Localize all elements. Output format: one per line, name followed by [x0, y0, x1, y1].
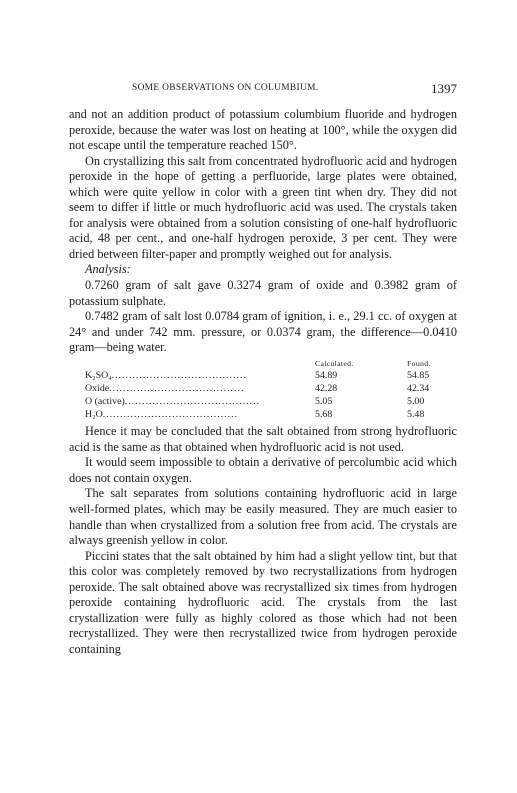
- analysis-label: Analysis:: [85, 262, 131, 277]
- row-name: O (active): [85, 395, 125, 407]
- paragraph-5: Hence it may be concluded that the salt obtained from strong hydrofluoric acid is the same as that obtained when hydrofluoric acid is not used.: [69, 424, 457, 454]
- dot-leader: .......................................: [124, 395, 261, 407]
- page-number: 1397: [431, 81, 457, 96]
- row-found: 54.85: [407, 370, 430, 382]
- row-name-cell: [85, 396, 315, 409]
- row-found: 5.48: [407, 408, 425, 420]
- paragraph-2: On crystallizing this salt from concentrated hydrofluoric acid and hydrogen peroxide in the hope of getting a perfluoride, large plates were obtained, which were quite yellow in color with a green tint when dry. They did not seem to differ if little or much hydrofluoric acid was used. The crystals taken for analysis were obtained from a solution consisting of one-half hydrofluoric acid, 48 per cent., and one-half hydrogen peroxide, 3 per cent. They were dried between filter-paper and promptly weighed out for analysis.: [69, 153, 457, 261]
- paragraph-1: and not an addition product of potassium columbium fluoride and hydrogen peroxide, because the water was lost on heating at 100°, while the oxygen did not escape until the temperature reached 150°.: [69, 107, 457, 153]
- page-header: [100, 83, 457, 97]
- row-name: Oxide: [85, 383, 110, 395]
- dot-leader: .......................................: [109, 383, 245, 395]
- row-name-cell: [85, 383, 315, 396]
- table-row: [85, 370, 447, 383]
- row-name-cell: [85, 409, 315, 422]
- row-calculated: 42.28: [315, 383, 338, 395]
- dot-leader: .......................................: [111, 370, 247, 382]
- paragraph-3: 0.7260 gram of salt gave 0.3274 gram of oxide and 0.3982 gram of potassium sulphate.: [69, 278, 457, 308]
- table-header-row: [85, 358, 447, 371]
- dot-leader: .......................................: [102, 408, 238, 420]
- row-name-cell: [85, 370, 315, 383]
- paragraph-6: It would seem impossible to obtain a derivative of percolumbic acid which does not contain oxygen.: [69, 455, 457, 485]
- row-found: 5.00: [407, 395, 425, 407]
- table-row: [85, 383, 447, 396]
- row-calculated: 5.68: [315, 408, 333, 420]
- row-name: H₂O: [85, 408, 103, 420]
- row-calculated: 5.05: [315, 395, 333, 407]
- row-name: K₂SO₄: [85, 370, 112, 382]
- row-found: 42.34: [407, 383, 430, 395]
- paragraph-7: The salt separates from solutions containing hydrofluoric acid in large well-formed plates, which may be easily measured. They are much easier to handle than when crystallized from a solution free from acid. The crystals are always greenish yellow in color.: [69, 486, 457, 548]
- analysis-table: [85, 358, 447, 422]
- table-header-blank: [85, 358, 315, 371]
- table-row: [85, 409, 447, 422]
- table-header-calculated: Calculated.: [315, 358, 354, 368]
- table-row: [85, 396, 447, 409]
- running-head: SOME OBSERVATIONS ON COLUMBIUM.: [132, 83, 319, 93]
- paragraph-4: 0.7482 gram of salt lost 0.0784 gram of ignition, i. e., 29.1 cc. of oxygen at 24° and under 742 mm. pressure, or 0.0374 gram, the difference—0.0410 gram—being water.: [69, 309, 457, 355]
- paragraph-8: Piccini states that the salt obtained by him had a slight yellow tint, but that this color was completely removed by two recrystallizations from hydrogen peroxide. The salt obtained above was recrystallized six times from hydrogen peroxide containing hydrofluoric acid. The crystals from the last crystallization were fully as highly colored as those which had not been recrystallized. They were then recrystallized twice from hydrogen peroxide containing: [69, 548, 457, 656]
- body-text: [69, 107, 457, 657]
- table-header-found: Found.: [407, 358, 431, 368]
- row-calculated: 54.89: [315, 370, 338, 382]
